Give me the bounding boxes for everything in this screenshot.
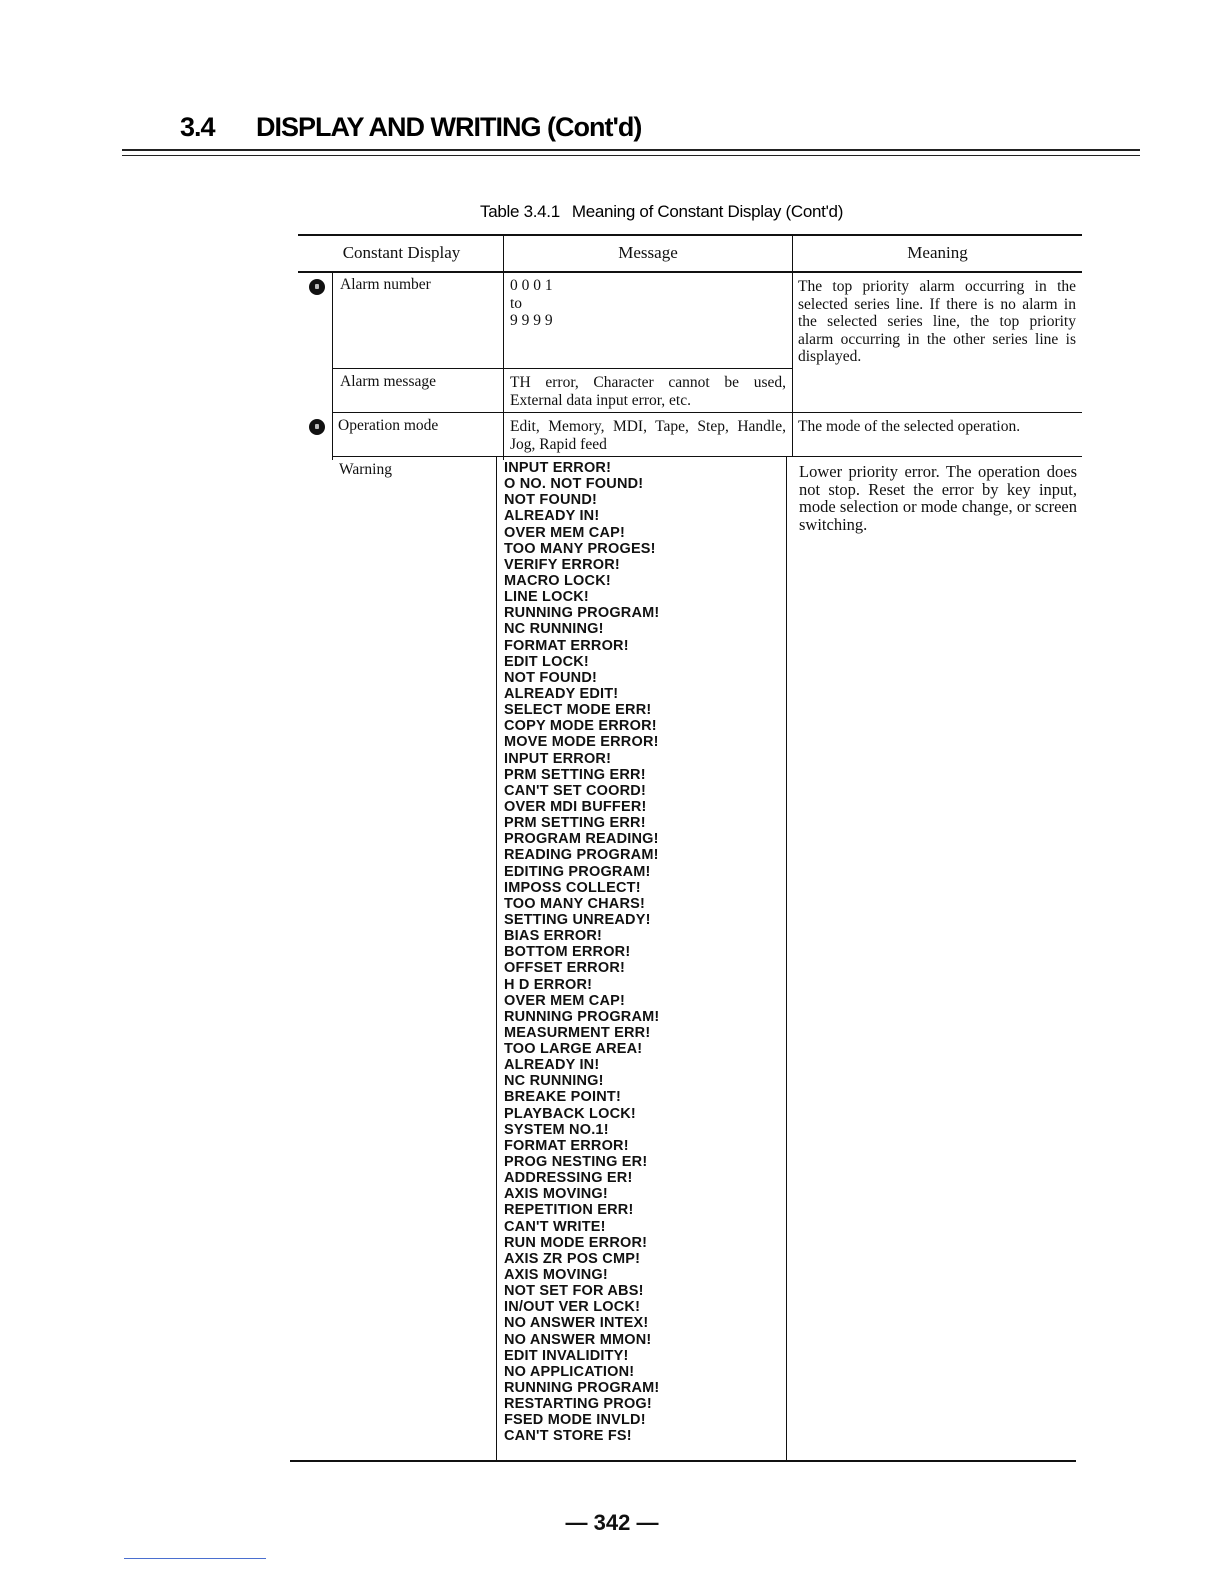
section-number: 3.4 xyxy=(180,112,215,142)
page-number: — 342 — xyxy=(565,1510,659,1535)
warning-message-item: OFFSET ERROR! xyxy=(504,960,626,977)
warning-message-item: OVER MEM CAP! xyxy=(504,992,626,1009)
warning-label: Warning xyxy=(339,461,392,478)
warning-message-item: IMPOSS COLLECT! xyxy=(504,879,641,896)
warning-message-item: AXIS MOVING! xyxy=(504,1267,608,1284)
warning-message-item: NO ANSWER MMON! xyxy=(504,1331,652,1348)
operation-mode-meaning: The mode of the selected operation. xyxy=(798,418,1021,435)
warning-message-item: PRM SETTING ERR! xyxy=(504,766,646,783)
warning-message-item: RUNNING PROGRAM! xyxy=(504,1008,660,1025)
warning-message-item: MOVE MODE ERROR! xyxy=(504,734,659,751)
alarm-number-range xyxy=(510,277,553,330)
warning-message-item: VERIFY ERROR! xyxy=(504,556,620,573)
warning-message-item: TOO LARGE AREA! xyxy=(504,1041,643,1058)
warning-message-item: OVER MDI BUFFER! xyxy=(504,798,647,815)
table-top-rule xyxy=(298,234,1082,236)
table-caption xyxy=(480,202,843,222)
warning-message-item: PROG NESTING ER! xyxy=(504,1154,648,1171)
warning-message-item: ALREADY EDIT! xyxy=(504,685,619,702)
warning-message-item: ADDRESSING ER! xyxy=(504,1170,633,1187)
col-rule-message-left xyxy=(503,234,504,460)
warning-message-item: PRM SETTING ERR! xyxy=(504,815,646,832)
col-rule-message-left-lower xyxy=(496,456,497,1460)
warning-message-item: FSED MODE INVLD! xyxy=(504,1412,646,1429)
warning-message-item: ALREADY IN! xyxy=(504,1057,600,1074)
warning-message-item: CAN'T SET COORD! xyxy=(504,782,646,799)
operation-mode-label: Operation mode xyxy=(338,417,439,434)
header-rule-thin xyxy=(122,155,1140,156)
col-rule-meaning-left-lower xyxy=(786,456,787,1460)
table-bottom-rule xyxy=(290,1460,1076,1462)
warning-message-item: BIAS ERROR! xyxy=(504,928,603,945)
warning-message-item: AXIS MOVING! xyxy=(504,1186,608,1203)
row-rule-warning xyxy=(333,456,1082,457)
column-header-constant-display: Constant Display xyxy=(342,243,461,262)
header-rule-thick xyxy=(122,149,1140,151)
warning-message-item: NOT SET FOR ABS! xyxy=(504,1283,644,1300)
warning-message-item: TOO MANY PROGES! xyxy=(504,540,656,557)
warning-message-item: NC RUNNING! xyxy=(504,1073,604,1090)
warning-message-item: NC RUNNING! xyxy=(504,621,604,638)
column-header-meaning: Meaning xyxy=(907,243,968,262)
warning-message-item: NOT FOUND! xyxy=(504,492,598,509)
warning-message-item: ALREADY IN! xyxy=(504,508,600,525)
alarm-number-to: to xyxy=(510,294,523,312)
warning-message-item: SYSTEM NO.1! xyxy=(504,1121,609,1138)
warning-message-item: BREAKE POINT! xyxy=(504,1089,621,1106)
table-title: Meaning of Constant Display (Cont'd) xyxy=(571,202,844,221)
alarm-message-label: Alarm message xyxy=(340,373,436,390)
alarm-number-max: 9 9 9 9 xyxy=(510,312,553,329)
warning-message-item: INPUT ERROR! xyxy=(504,460,612,476)
warning-message-item: H D ERROR! xyxy=(504,976,593,993)
warning-message-item: FORMAT ERROR! xyxy=(504,637,629,654)
operation-mode-text: Edit, Memory, MDI, Tape, Step, Handle, Jog, Rapid feed xyxy=(510,418,786,453)
warning-message-item: COPY MODE ERROR! xyxy=(504,718,657,735)
warning-message-item: NO ANSWER INTEX! xyxy=(504,1315,649,1332)
alarm-message-text: TH error, Character cannot be used, External data input error, etc. xyxy=(510,374,786,409)
warning-message-item: FORMAT ERROR! xyxy=(504,1137,629,1154)
warning-message-item: NOT FOUND! xyxy=(504,669,598,686)
warning-message-item: AXIS ZR POS CMP! xyxy=(504,1250,641,1267)
warning-message-item: SETTING UNREADY! xyxy=(504,911,651,928)
col-rule-meaning-left xyxy=(792,234,793,456)
warning-message-item: O NO. NOT FOUND! xyxy=(504,476,644,493)
warning-message-item: CAN'T STORE FS! xyxy=(504,1428,632,1445)
warning-message-item: RUNNING PROGRAM! xyxy=(504,605,660,622)
warning-message-item: BOTTOM ERROR! xyxy=(504,944,631,961)
warning-message-item: EDIT INVALIDITY! xyxy=(504,1347,629,1364)
warning-message-item: LINE LOCK! xyxy=(504,589,589,606)
warning-meaning: Lower priority error. The operation does not stop. Reset the error by key input, mode selection or mode change, or screen switching. xyxy=(799,462,1077,534)
warning-message-item: READING PROGRAM! xyxy=(504,847,659,864)
alarm-number-label: Alarm number xyxy=(340,276,431,293)
warning-message-item: PLAYBACK LOCK! xyxy=(504,1105,636,1122)
warning-message-item: RUNNING PROGRAM! xyxy=(504,1380,660,1397)
warning-message-item: NO APPLICATION! xyxy=(504,1363,635,1380)
warning-message-item: EDITING PROGRAM! xyxy=(504,863,651,880)
warning-message-list xyxy=(504,460,784,1445)
warning-message-item: CAN'T WRITE! xyxy=(504,1218,606,1235)
row-rule-operation-mode xyxy=(333,412,1082,413)
warning-message-item: MEASURMENT ERR! xyxy=(504,1024,651,1041)
section-title: DISPLAY AND WRITING (Cont'd) xyxy=(256,112,642,142)
table-header-rule xyxy=(298,271,1082,273)
warning-message-item: EDIT LOCK! xyxy=(504,653,589,670)
warning-message-item: RUN MODE ERROR! xyxy=(504,1234,648,1251)
alarm-number-min: 0 0 0 1 xyxy=(510,277,553,294)
footer-blue-line xyxy=(124,1558,266,1559)
warning-message-item: PROGRAM READING! xyxy=(504,831,659,848)
warning-message-item: REPETITION ERR! xyxy=(504,1202,634,1219)
section-header xyxy=(180,112,641,143)
bullet-marker-alarm xyxy=(309,279,325,295)
warning-message-item: OVER MEM CAP! xyxy=(504,524,626,541)
bullet-marker-operation xyxy=(309,419,325,435)
alarm-number-meaning: The top priority alarm occurring in the selected series line. If there is no alarm in the selected series line, the top priority alarm occurring in the other series line is displayed. xyxy=(798,278,1076,365)
warning-message-item: MACRO LOCK! xyxy=(504,572,611,589)
warning-message-item: IN/OUT VER LOCK! xyxy=(504,1299,641,1316)
column-header-message: Message xyxy=(618,243,678,262)
col-rule-left xyxy=(332,271,333,460)
row-rule-alarm-message xyxy=(333,368,793,369)
warning-message-item: RESTARTING PROG! xyxy=(504,1396,652,1413)
warning-message-item: SELECT MODE ERR! xyxy=(504,702,652,719)
warning-message-item: INPUT ERROR! xyxy=(504,750,612,767)
table-number: Table 3.4.1 xyxy=(480,202,560,221)
warning-message-item: TOO MANY CHARS! xyxy=(504,895,646,912)
